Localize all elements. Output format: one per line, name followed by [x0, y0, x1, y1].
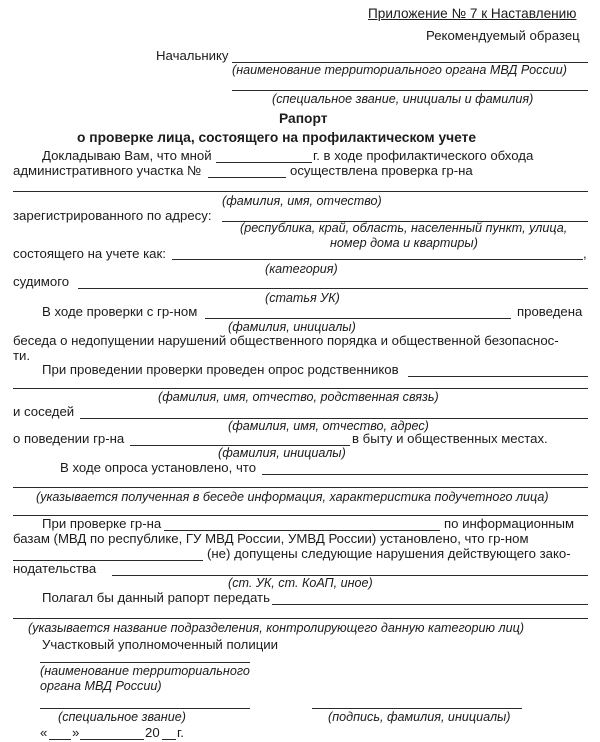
article-hint: (статья УК) — [265, 291, 340, 305]
addressee-org-hint: (наименование территориального органа МВД России) — [232, 63, 567, 77]
fio-hint: (фамилия, имя, отчество) — [222, 194, 382, 208]
date-month-field[interactable] — [80, 739, 144, 740]
report-subtitle: о проверке лица, состоящего на профилактическом учете — [77, 130, 477, 145]
date-quote-close: » — [72, 725, 80, 740]
violations-text: (не) допущены следующие нарушения действующего зако- — [207, 546, 571, 561]
addressee-label: Начальнику — [156, 48, 229, 63]
addressee-name-hint: (специальное звание, инициалы и фамилия) — [272, 92, 534, 106]
legislation-text: нодательства — [13, 561, 97, 576]
district-number-field[interactable] — [208, 177, 286, 178]
transfer-text: Полагал бы данный рапорт передать — [42, 590, 270, 605]
info-databases-text: по информационным — [444, 516, 575, 531]
survey-text: В ходе опроса установлено, что — [60, 460, 257, 475]
behavior-initials-hint: (фамилия, инициалы) — [218, 446, 346, 460]
convicted-label: судимого — [13, 274, 70, 289]
citizen-fio-field[interactable] — [13, 191, 588, 192]
unit-hint: (указывается название подразделения, контролирующего данную категорию лиц) — [28, 621, 525, 635]
inspection-text: г. в ходе профилактического обхода — [313, 148, 534, 163]
category-field[interactable] — [172, 259, 583, 260]
address-hint-2: номер дома и квартиры) — [330, 236, 478, 250]
officer-title: Участковый уполномоченный полиции — [42, 637, 278, 652]
on-record-label: состоящего на учете как: — [13, 246, 166, 261]
survey-hint: (указывается полученная в беседе информация, характеристика подучетного лица) — [36, 490, 549, 504]
date-year-prefix: 20 — [145, 725, 160, 740]
district-label: административного участка № — [13, 163, 202, 178]
category-comma: , — [583, 246, 587, 261]
appendix-title: Приложение № 7 к Наставлению — [368, 6, 577, 21]
checked-citizen-text: осуществлена проверка гр-на — [290, 163, 473, 178]
behavior-places-text: в быту и общественных местах. — [352, 431, 548, 446]
officer-org-hint-2: органа МВД России) — [40, 679, 162, 693]
neighbors-hint: (фамилия, имя, отчество, адрес) — [228, 419, 429, 433]
report-title: Рапорт — [279, 111, 328, 126]
survey-result-field-2[interactable] — [13, 487, 588, 488]
rank-hint: (специальное звание) — [58, 710, 186, 724]
check-with-citizen-text: В ходе проверки с гр-ном — [42, 304, 198, 319]
address-hint-1: (республика, край, область, населенный пункт, улица, — [240, 221, 568, 235]
database-names-text: базам (МВД по республике, ГУ МВД России, УМВД России) установлено, что гр-ном — [13, 531, 529, 546]
category-hint: (категория) — [265, 262, 338, 276]
survey-result-field[interactable] — [262, 474, 588, 475]
relatives-hint: (фамилия, имя, отчество, родственная связь) — [158, 390, 439, 404]
date-year-field[interactable] — [162, 739, 176, 740]
conducted-text: проведена — [517, 304, 583, 319]
talk-text: беседа о недопущении нарушений общественного порядка и общественной безопаснос- — [13, 333, 559, 348]
recommended-sample-note: Рекомендуемый образец — [426, 28, 580, 43]
signature-hint: (подпись, фамилия, инициалы) — [328, 710, 511, 724]
report-intro-text: Докладываю Вам, что мной — [42, 148, 212, 163]
date-quote-open: « — [40, 725, 48, 740]
database-check-text: При проверке гр-на — [42, 516, 162, 531]
article-field[interactable] — [78, 288, 588, 289]
codes-hint: (ст. УК, ст. КоАП, иное) — [228, 576, 373, 590]
initials-hint: (фамилия, инициалы) — [228, 320, 356, 334]
talk-text-end: ти. — [13, 348, 31, 363]
transfer-field-2[interactable] — [13, 618, 588, 619]
behavior-text: о поведении гр-на — [13, 431, 125, 446]
neighbors-label: и соседей — [13, 404, 75, 419]
transfer-field[interactable] — [272, 604, 588, 605]
relatives-text: При проведении проверки проведен опрос родственников — [42, 362, 399, 377]
officer-org-hint-1: (наименование территориального — [40, 664, 250, 678]
relatives-field[interactable] — [408, 376, 588, 377]
address-label: зарегистрированного по адресу: — [13, 208, 212, 223]
date-g-suffix: г. — [177, 725, 184, 740]
date-day-field[interactable] — [49, 739, 71, 740]
